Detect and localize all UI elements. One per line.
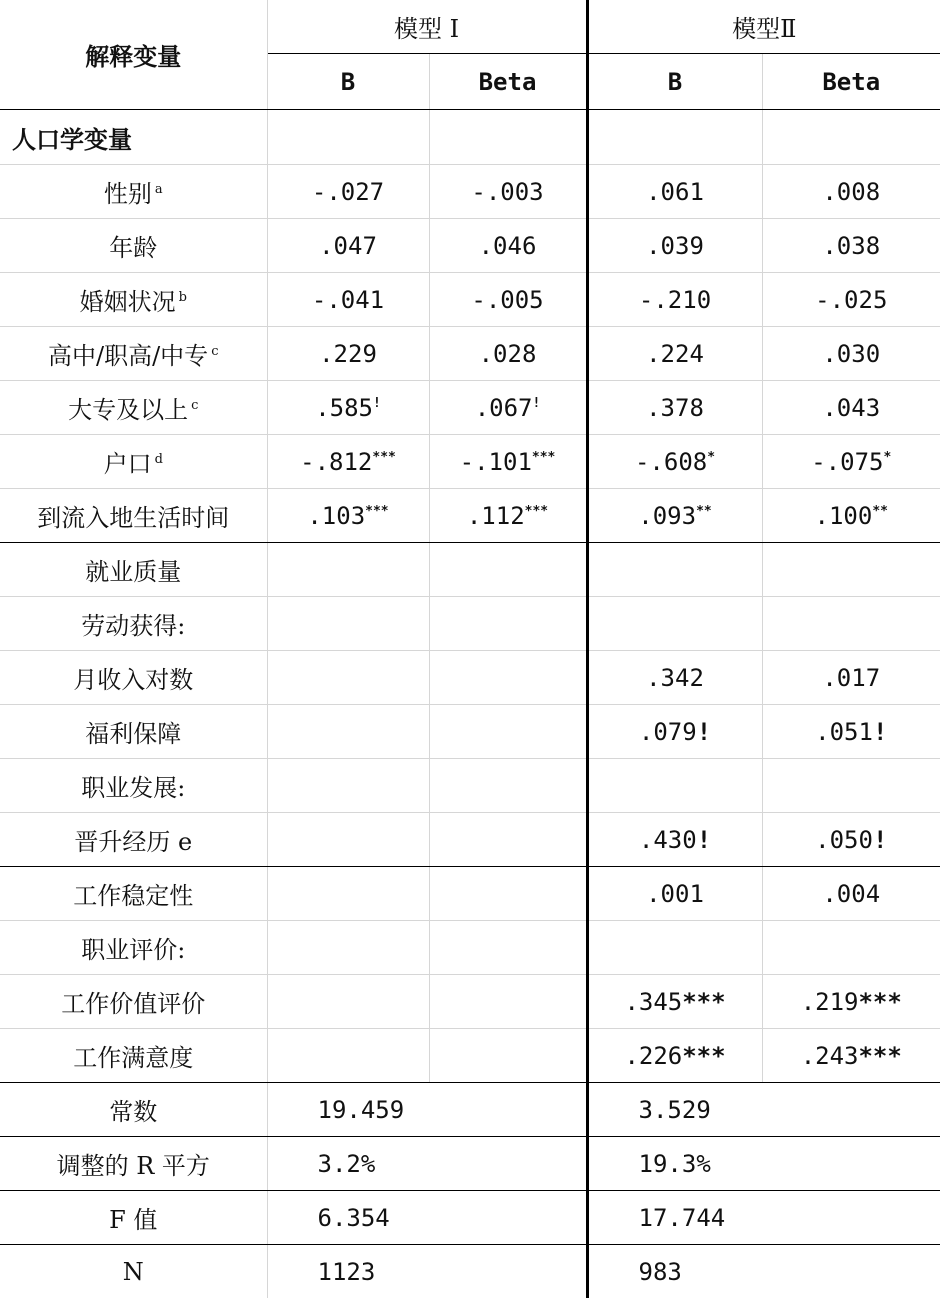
variable-label: [0, 975, 267, 1029]
coefficient: -.003: [471, 178, 543, 206]
significance-marker: ***: [372, 450, 395, 465]
section-row-demographics: [0, 110, 940, 165]
statistic-value: 1123: [318, 1258, 376, 1286]
statistic-value: 19.3%: [639, 1150, 711, 1178]
model1-statistic: [267, 1137, 587, 1191]
model1-b-value: [267, 327, 429, 381]
model1-statistic: [267, 1191, 587, 1245]
significance-marker: ***: [682, 1042, 725, 1070]
model1-beta-value: [429, 597, 587, 651]
statistic-value: 17.744: [639, 1204, 726, 1232]
significance-marker: !: [697, 826, 711, 854]
variable-name: 工作价值评价: [61, 990, 205, 1018]
significance-marker: *: [883, 450, 891, 465]
model1-beta-value: [429, 489, 587, 543]
model1-beta-value: [429, 219, 587, 273]
coefficient: .103: [307, 502, 365, 530]
model2-b-value: [587, 651, 762, 705]
employment-body: [0, 543, 940, 1083]
table-row: [0, 543, 940, 597]
variable-label: [0, 327, 267, 381]
coefficient: -.075: [811, 448, 883, 476]
table-row: [0, 867, 940, 921]
model1-beta-value: [429, 273, 587, 327]
model2-beta-value: [762, 273, 940, 327]
model2-beta-value: [762, 165, 940, 219]
coefficient: -.608: [635, 448, 707, 476]
model1-beta-value: [429, 327, 587, 381]
coefficient: .028: [479, 340, 537, 368]
variable-name: 就业质量: [85, 558, 181, 586]
footnote-marker: c: [211, 344, 218, 359]
model2-statistic: [587, 1137, 940, 1191]
model2-beta-value: [762, 327, 940, 381]
stats-body: [0, 1083, 940, 1298]
coefficient: .219: [801, 988, 859, 1016]
coefficient: .079: [639, 718, 697, 746]
coefficient: .585: [315, 394, 373, 422]
variable-label: [0, 597, 267, 651]
significance-marker: ***: [858, 1042, 901, 1070]
significance-marker: ***: [682, 988, 725, 1016]
table-row: [0, 327, 940, 381]
coefficient: -.027: [312, 178, 384, 206]
coefficient: .430: [639, 826, 697, 854]
model1-beta-value: [429, 921, 587, 975]
variable-name: 户口: [104, 450, 152, 478]
model1-b-value: [267, 543, 429, 597]
model1-beta-value: [429, 1029, 587, 1083]
model1-beta-value: [429, 435, 587, 489]
significance-marker: !: [697, 718, 711, 746]
variable-label: [0, 165, 267, 219]
variable-label: [0, 435, 267, 489]
model2-b-value: [587, 705, 762, 759]
statistic-label: [0, 1083, 267, 1137]
variable-name: 劳动获得:: [81, 612, 185, 640]
model1-beta-value: [429, 975, 587, 1029]
table-row: [0, 381, 940, 435]
coefficient: .046: [479, 232, 537, 260]
model1-b-value: [267, 273, 429, 327]
coefficient: .061: [646, 178, 704, 206]
statistic-label: [0, 1191, 267, 1245]
model2-b-value: [587, 489, 762, 543]
statistic-name: F 值: [109, 1206, 157, 1234]
coefficient: -.041: [312, 286, 384, 314]
model2-b-value: [587, 435, 762, 489]
statistic-name: 调整的 R 平方: [57, 1152, 210, 1180]
statistic-label: [0, 1245, 267, 1298]
coefficient: .047: [319, 232, 377, 260]
model1-b-value: [267, 219, 429, 273]
coefficient: .345: [624, 988, 682, 1016]
variable-label: [0, 921, 267, 975]
model2-beta-value: [762, 651, 940, 705]
variable-label: [0, 219, 267, 273]
model1-b-value: [267, 975, 429, 1029]
significance-marker: ***: [365, 504, 388, 519]
variable-name: 月收入对数: [73, 666, 193, 694]
model1-b-value: [267, 867, 429, 921]
variable-name: 到流入地生活时间: [37, 504, 229, 532]
model1-b-header: B: [267, 54, 429, 110]
variable-label: [0, 813, 267, 867]
model2-beta-value: [762, 759, 940, 813]
significance-marker: ***: [858, 988, 901, 1016]
model1-beta-value: [429, 651, 587, 705]
table-row: [0, 975, 940, 1029]
model1-b-value: [267, 1029, 429, 1083]
coefficient: -.101: [460, 448, 532, 476]
model2-b-value: [587, 921, 762, 975]
demographics-body: [0, 165, 940, 543]
model2-b-value: [587, 327, 762, 381]
significance-marker: **: [696, 504, 712, 519]
table-row: [0, 759, 940, 813]
significance-marker: !: [873, 718, 887, 746]
variable-name: 职业发展:: [81, 774, 185, 802]
coefficient: -.025: [815, 286, 887, 314]
statistic-value: 3.529: [639, 1096, 711, 1124]
model2-beta-value: [762, 1029, 940, 1083]
coefficient: .043: [822, 394, 880, 422]
statistic-label: [0, 1137, 267, 1191]
model2-beta-value: [762, 597, 940, 651]
model2-b-value: [587, 165, 762, 219]
coefficient: .067: [475, 394, 533, 422]
variable-label: [0, 651, 267, 705]
model1-header: 模型 I: [267, 0, 587, 54]
model1-beta-value: [429, 543, 587, 597]
model1-b-value: [267, 435, 429, 489]
model2-statistic: [587, 1245, 940, 1298]
variable-label: [0, 759, 267, 813]
table-row: [0, 489, 940, 543]
coefficient: -.005: [471, 286, 543, 314]
table-row: [0, 435, 940, 489]
model2-b-value: [587, 273, 762, 327]
model1-beta-value: [429, 381, 587, 435]
variable-name: 高中/职高/中专: [48, 342, 208, 370]
variable-name: 年龄: [109, 234, 157, 262]
coefficient: .226: [624, 1042, 682, 1070]
statistic-value: 3.2%: [318, 1150, 376, 1178]
table-row: [0, 219, 940, 273]
explain-var-header: 解释变量: [0, 0, 267, 110]
variable-label: [0, 705, 267, 759]
model2-beta-value: [762, 435, 940, 489]
variable-label: [0, 1029, 267, 1083]
model1-b-value: [267, 651, 429, 705]
model1-b-value: [267, 921, 429, 975]
model1-b-value: [267, 759, 429, 813]
model1-beta-value: [429, 165, 587, 219]
model2-b-header: B: [587, 54, 762, 110]
coefficient: -.210: [639, 286, 711, 314]
variable-label: [0, 867, 267, 921]
section-label: 人口学变量: [0, 110, 267, 165]
model1-beta-value: [429, 705, 587, 759]
coefficient: .342: [646, 664, 704, 692]
coefficient: .378: [646, 394, 704, 422]
variable-label: [0, 543, 267, 597]
table-row: [0, 1029, 940, 1083]
model2-b-value: [587, 1029, 762, 1083]
footnote-marker: b: [179, 290, 187, 305]
model2-beta-value: [762, 867, 940, 921]
model2-b-value: [587, 975, 762, 1029]
footnote-marker: a: [155, 182, 163, 197]
table-row: [0, 813, 940, 867]
model1-b-value: [267, 489, 429, 543]
model2-b-value: [587, 867, 762, 921]
variable-name: 工作稳定性: [73, 882, 193, 910]
table-row: [0, 1083, 940, 1137]
variable-name: 大专及以上: [68, 396, 188, 424]
significance-marker: ***: [525, 504, 548, 519]
model2-beta-value: [762, 975, 940, 1029]
model1-beta-value: [429, 813, 587, 867]
coefficient: .008: [822, 178, 880, 206]
model1-statistic: [267, 1245, 587, 1298]
coefficient: .004: [822, 880, 880, 908]
coefficient: .038: [822, 232, 880, 260]
significance-marker: ***: [532, 450, 555, 465]
table-row: [0, 651, 940, 705]
header-row-models: [0, 0, 940, 54]
model2-beta-value: [762, 705, 940, 759]
model1-statistic: [267, 1083, 587, 1137]
table-row: [0, 1191, 940, 1245]
model1-b-value: [267, 165, 429, 219]
significance-marker: !: [532, 396, 540, 411]
table-row: [0, 273, 940, 327]
coefficient: .051: [815, 718, 873, 746]
coefficient: .100: [815, 502, 873, 530]
footnote-marker: d: [155, 452, 163, 467]
model2-b-value: [587, 813, 762, 867]
model2-b-value: [587, 219, 762, 273]
model1-b-value: [267, 597, 429, 651]
variable-label: [0, 381, 267, 435]
statistic-value: 19.459: [318, 1096, 405, 1124]
model1-beta-value: [429, 759, 587, 813]
coefficient: .050: [815, 826, 873, 854]
variable-name: 工作满意度: [73, 1044, 193, 1072]
variable-name: 福利保障: [85, 720, 181, 748]
statistic-value: 983: [639, 1258, 682, 1286]
significance-marker: !: [873, 826, 887, 854]
coefficient: .030: [822, 340, 880, 368]
significance-marker: *: [707, 450, 715, 465]
model2-statistic: [587, 1191, 940, 1245]
model2-beta-value: [762, 813, 940, 867]
significance-marker: !: [373, 396, 381, 411]
variable-label: [0, 273, 267, 327]
coefficient: .112: [467, 502, 525, 530]
model1-beta-header: Beta: [429, 54, 587, 110]
statistic-value: 6.354: [318, 1204, 390, 1232]
coefficient: .017: [822, 664, 880, 692]
model2-header: 模型Ⅱ: [587, 0, 940, 54]
table-row: [0, 705, 940, 759]
model2-statistic: [587, 1083, 940, 1137]
variable-name: 晋升经历 e: [74, 828, 192, 856]
table-row: [0, 1245, 940, 1298]
model2-beta-value: [762, 381, 940, 435]
table-row: [0, 165, 940, 219]
model2-b-value: [587, 597, 762, 651]
model2-b-value: [587, 381, 762, 435]
model2-b-value: [587, 543, 762, 597]
coefficient: .093: [638, 502, 696, 530]
model1-b-value: [267, 705, 429, 759]
coefficient: .229: [319, 340, 377, 368]
coefficient: .224: [646, 340, 704, 368]
variable-name: 职业评价:: [81, 936, 185, 964]
coefficient: .039: [646, 232, 704, 260]
coefficient: -.812: [300, 448, 372, 476]
coefficient: .243: [801, 1042, 859, 1070]
variable-name: 婚姻状况: [80, 288, 176, 316]
variable-name: 性别: [104, 180, 152, 208]
table-row: [0, 597, 940, 651]
statistic-name: 常数: [109, 1098, 157, 1126]
variable-label: [0, 489, 267, 543]
model1-beta-value: [429, 867, 587, 921]
statistic-name: N: [123, 1258, 144, 1286]
model1-b-value: [267, 813, 429, 867]
footnote-marker: c: [191, 398, 198, 413]
table-row: [0, 1137, 940, 1191]
significance-marker: **: [872, 504, 888, 519]
model2-beta-header: Beta: [762, 54, 940, 110]
model2-b-value: [587, 759, 762, 813]
model2-beta-value: [762, 219, 940, 273]
coefficient: .001: [646, 880, 704, 908]
model2-beta-value: [762, 921, 940, 975]
table-row: [0, 921, 940, 975]
model1-b-value: [267, 381, 429, 435]
model2-beta-value: [762, 489, 940, 543]
model2-beta-value: [762, 543, 940, 597]
